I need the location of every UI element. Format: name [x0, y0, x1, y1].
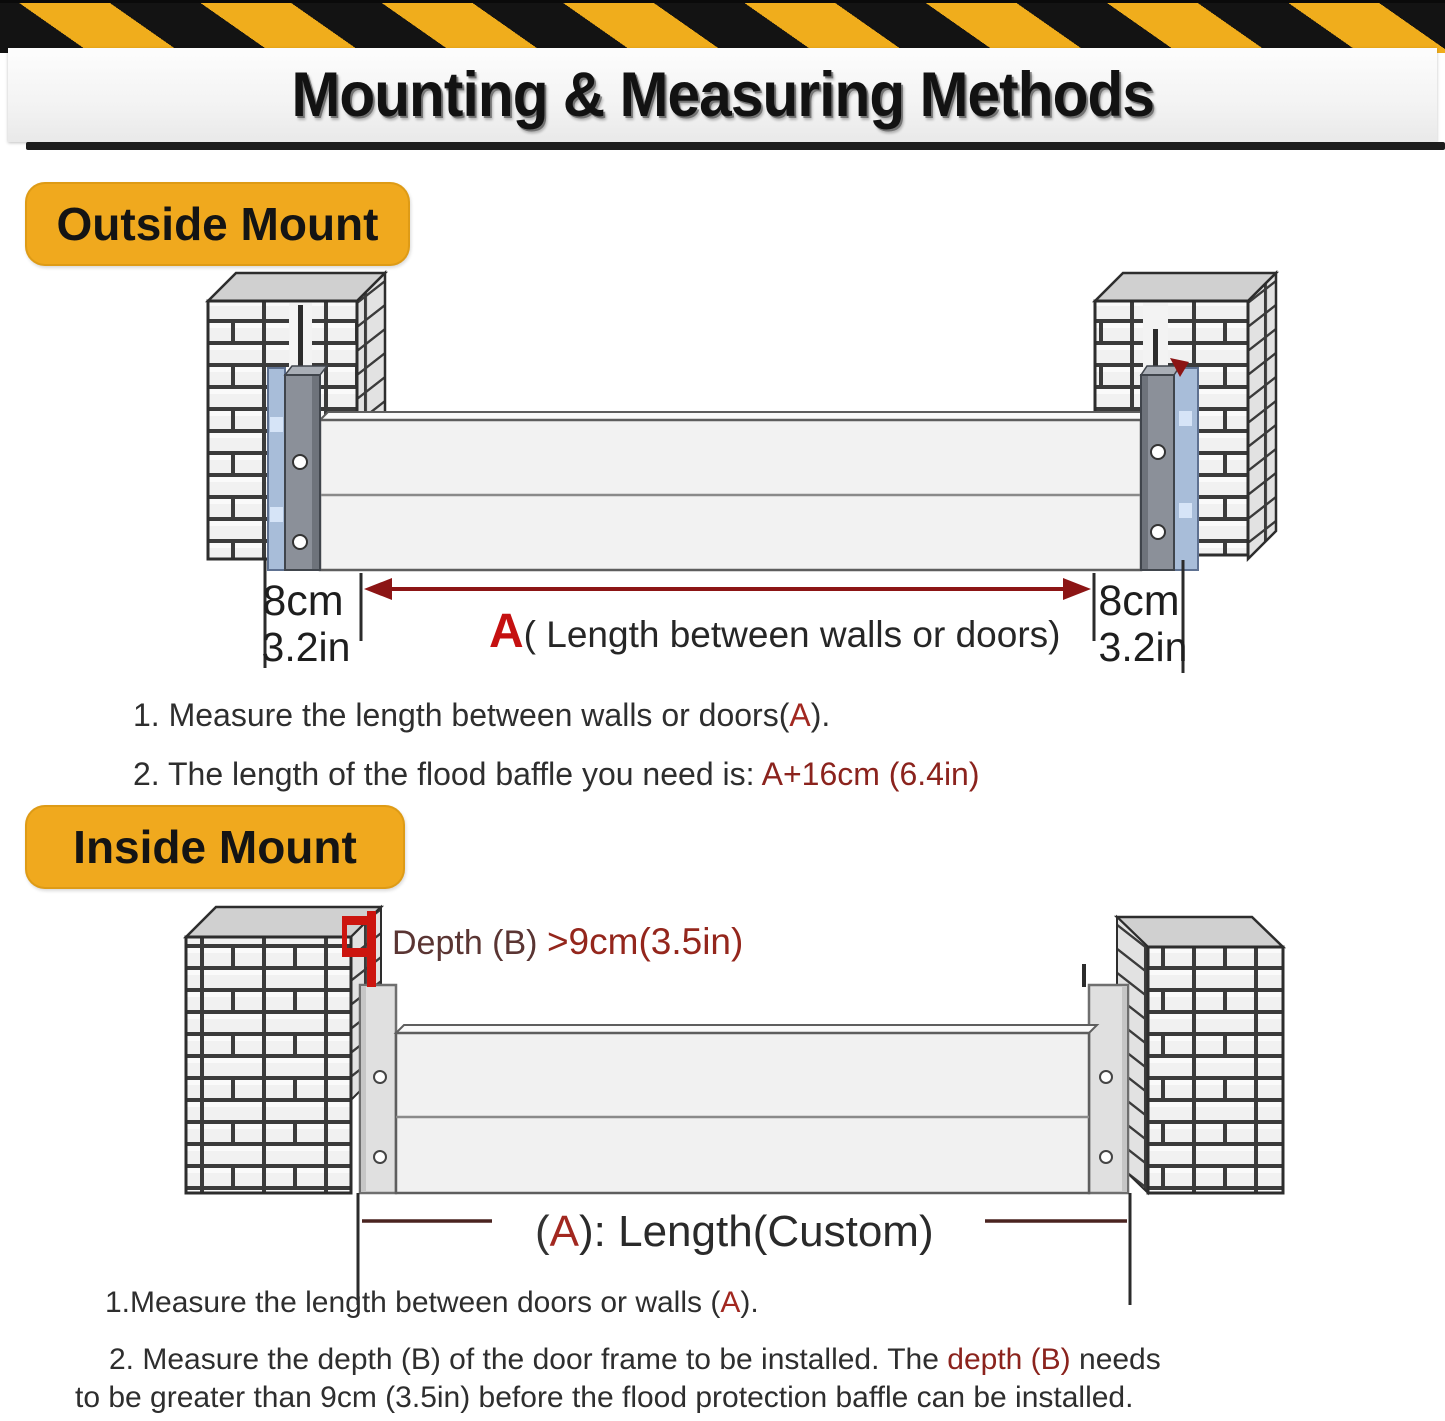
inside-instruction-1: 1.Measure the length between doors or walls (A). [105, 1286, 759, 1319]
inside-instruction-2: 2. Measure the depth (B) of the door frame to be installed. The depth (B) needs [109, 1342, 1161, 1376]
inside-flood-barrier-panels [396, 1025, 1097, 1193]
left-offset-in: 3.2in [261, 624, 351, 670]
right-offset-cm: 8cm [1098, 577, 1180, 625]
flood-barrier-panels [320, 412, 1149, 570]
outside-instruction-1: 1. Measure the length between walls or doors(A). [133, 697, 831, 733]
right-channel-post [1141, 358, 1198, 570]
length-dimension-label: A( Length between walls or doors) [489, 605, 1061, 658]
inside-instructions [75, 1284, 1425, 1416]
title-band [8, 48, 1437, 142]
left-anchor-rod [289, 303, 312, 369]
inside-right-rod [1082, 964, 1086, 987]
inside-right-pillar [1117, 917, 1283, 1193]
length-custom-label: (A): Length(Custom) [535, 1207, 934, 1256]
right-anchor-rod [1143, 303, 1168, 369]
depth-label: Depth (B) >9cm(3.5in) [392, 921, 744, 962]
outside-mount-badge [25, 182, 410, 266]
inside-instruction-3: to be greater than 9cm (3.5in) before the flood protection baffle can be installed. [75, 1380, 1134, 1414]
inside-mount-diagram [140, 880, 1445, 1305]
page-title: Mounting & Measuring Methods [291, 60, 1154, 130]
inside-mount-badge [25, 805, 405, 889]
inside-left-post [360, 985, 396, 1193]
hazard-stripe-banner [0, 0, 1445, 53]
left-channel-post [268, 366, 327, 570]
outside-instructions [133, 692, 1413, 798]
right-offset-in: 3.2in [1098, 624, 1188, 670]
inside-mount-badge-label: Inside Mount [73, 821, 357, 873]
outside-mount-badge-label: Outside Mount [56, 198, 379, 250]
header-divider [26, 142, 1445, 150]
outside-mount-diagram [140, 255, 1445, 675]
left-offset-cm: 8cm [262, 577, 344, 625]
outside-dimension [262, 560, 1188, 673]
outside-instruction-2: 2. The length of the flood baffle you need is: A+16cm (6.4in) [133, 756, 980, 793]
